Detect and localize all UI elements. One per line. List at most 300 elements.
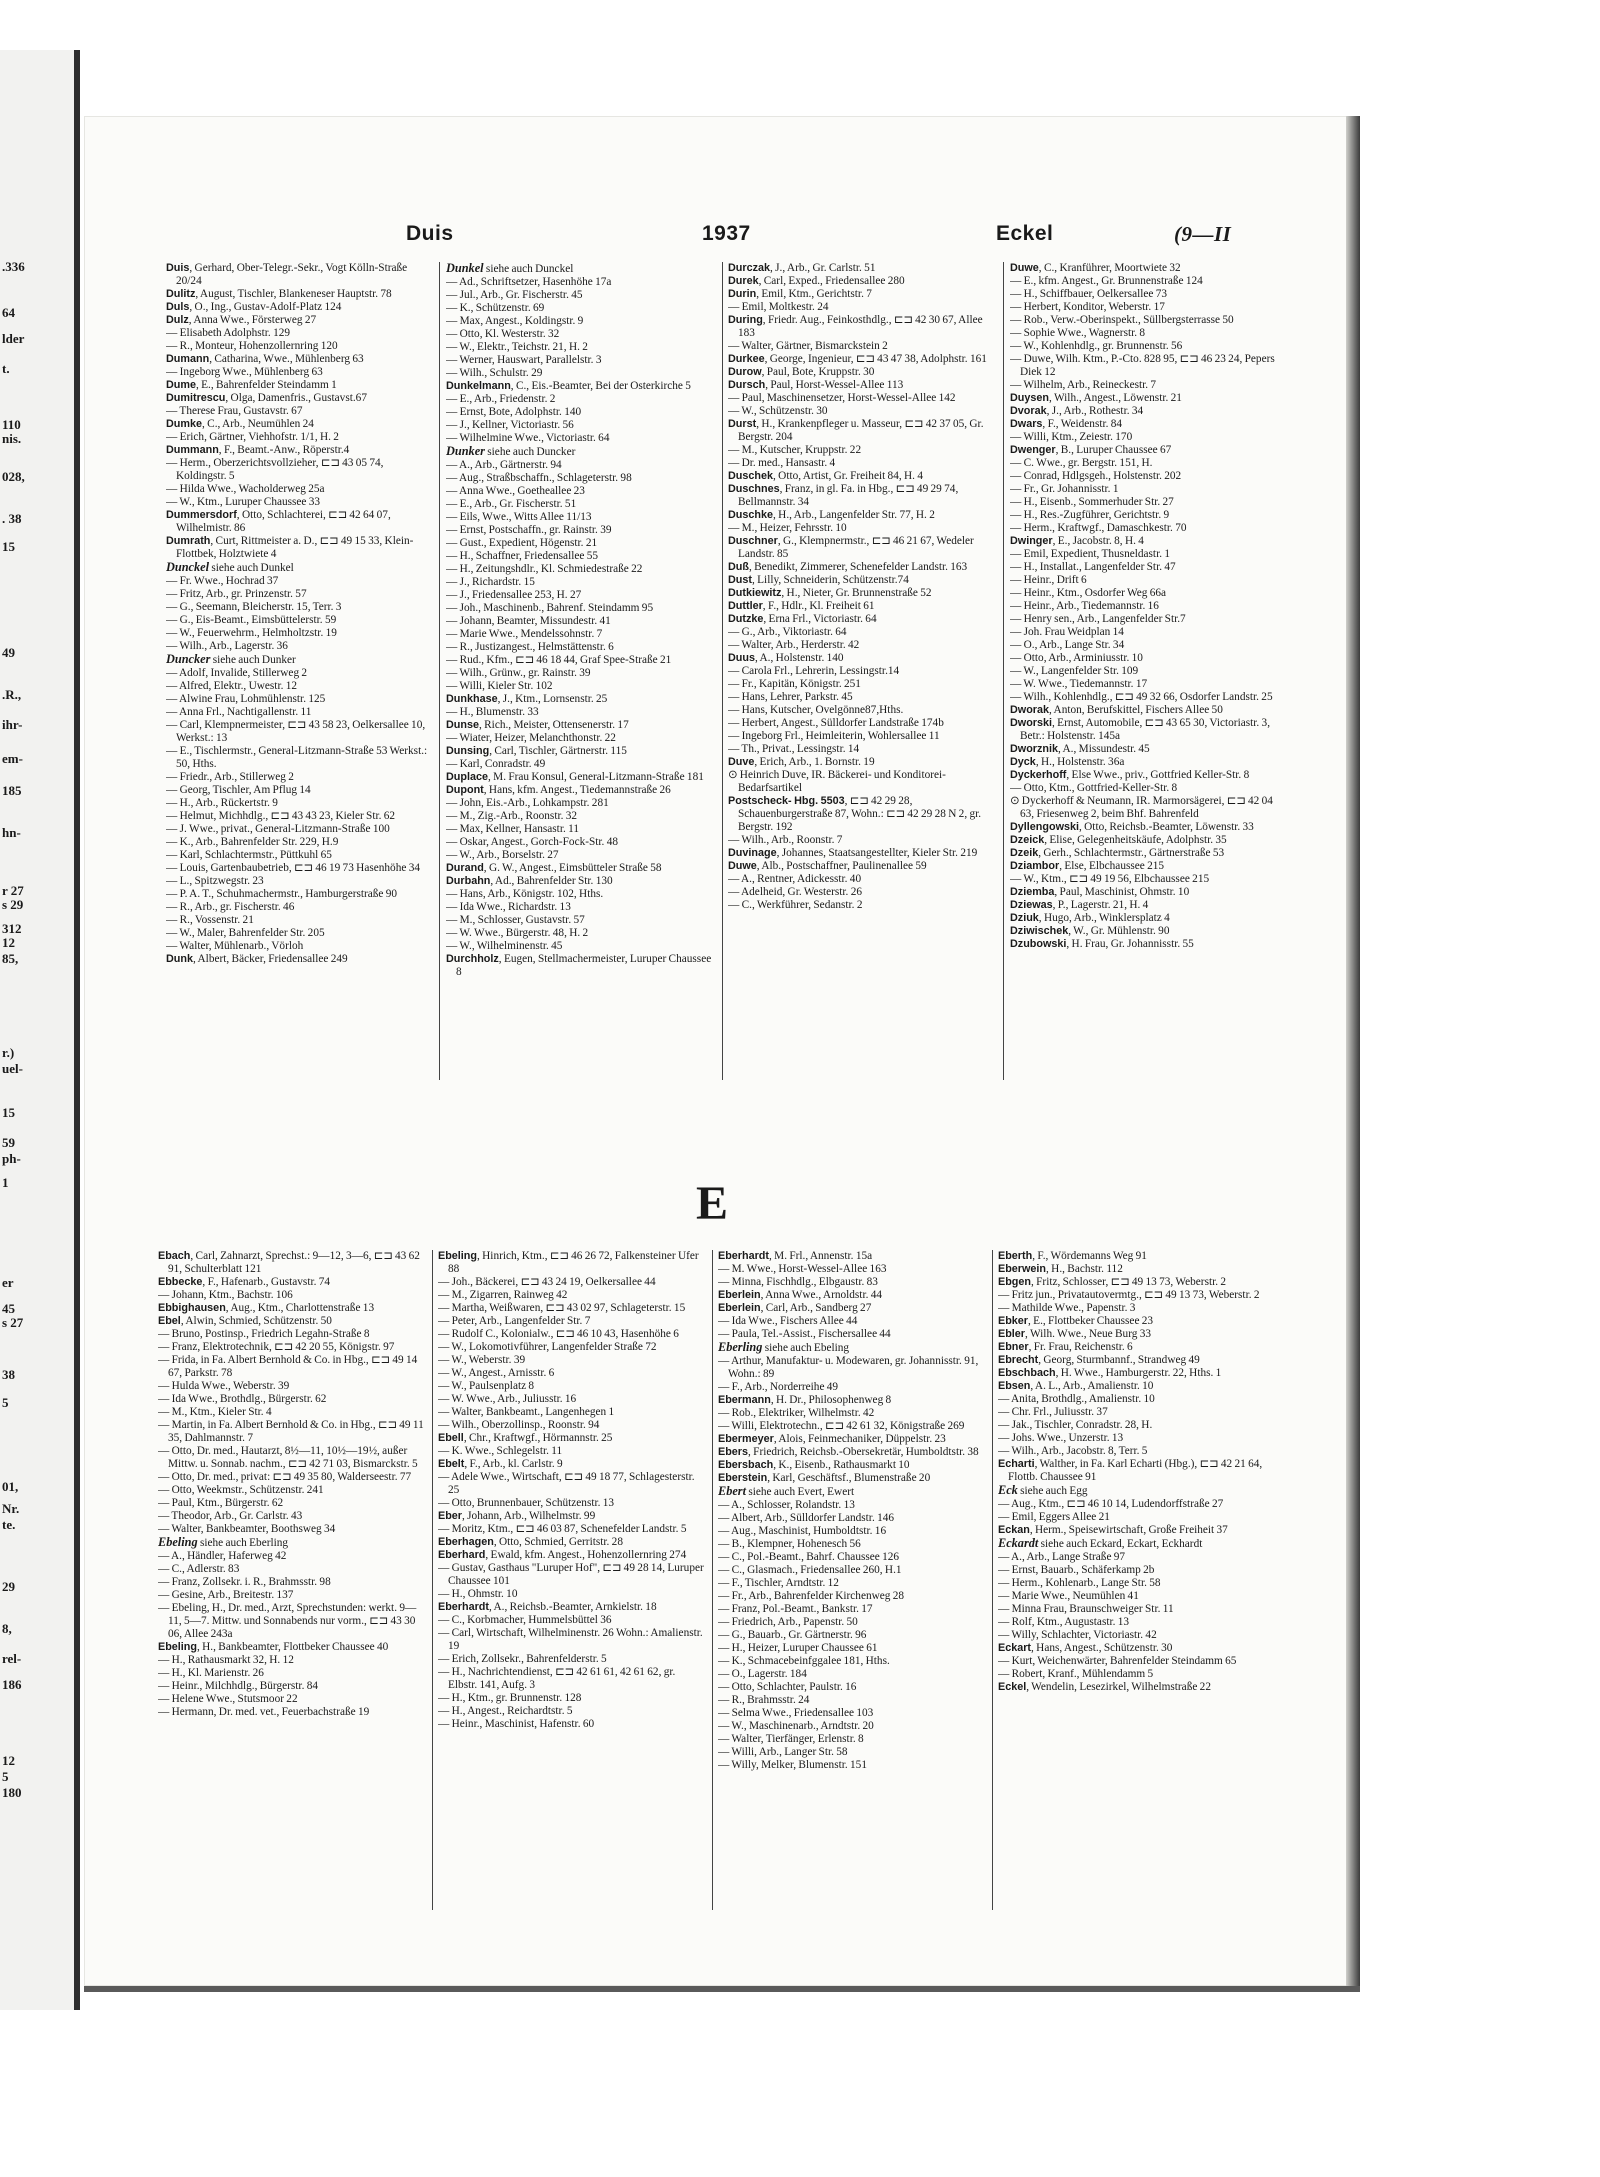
directory-entry: — Adelheid, Gr. Westerstr. 26 [728,886,862,898]
directory-entry: Duwe, C., Kranführer, Moortwiete 32 [1010,262,1181,274]
directory-entry: — E., Tischlermstr., General-Litzmann-Straße 53 Werkst.: 50, Hths. [166,745,428,770]
left-page-fragment: 38 [2,1367,15,1382]
directory-entry: — Anna Wwe., Goetheallee 23 [446,485,585,497]
left-page-fragment: s 27 [2,1315,24,1330]
directory-entry: — Hilda Wwe., Wacholderweg 25a [166,483,325,495]
directory-entry: Ebersbach, K., Eisenb., Rathausmarkt 10 [718,1459,910,1471]
left-page-fragment: 028, [2,469,25,484]
directory-entry: — C., Glasmach., Friedensallee 260, H.1 [718,1564,902,1576]
directory-entry: Durin, Emil, Ktm., Gerichtstr. 7 [728,288,872,300]
directory-entry: — Henry sen., Arb., Langenfelder Str.7 [1010,613,1186,625]
directory-entry: — Willi, Elektrotechn., ⊏⊐ 42 61 32, Königstraße 269 [718,1420,965,1432]
directory-entry: Echarti, Walther, in Fa. Karl Echarti (Hbg.), ⊏⊐ 42 21 64, Flottb. Chaussee 91 [998,1458,1263,1483]
directory-entry: Ebeling siehe auch Eberling [158,1535,289,1549]
section-letter: E [695,1177,728,1230]
directory-entry: Dulitz, August, Tischler, Blankeneser Hauptstr. 78 [166,288,392,300]
directory-entry: — Frida, in Fa. Albert Bernhold & Co. in Hbg., ⊏⊐ 49 14 67, Parkstr. 78 [158,1354,418,1379]
page-bottom-edge [84,1986,1360,1992]
directory-entry: Dumann, Catharina, Wwe., Mühlenberg 63 [166,353,364,365]
directory-entry: — Ingeborg Frl., Heimleiterin, Wohlersallee 11 [728,730,940,742]
left-page-fragment: 49 [2,645,15,660]
directory-entry: — H., Ktm., gr. Brunnenstr. 128 [438,1692,582,1704]
left-page-fragment: hn- [2,825,21,840]
directory-entry: Eberstein, Karl, Geschäftsf., Blumenstraße 20 [718,1472,931,1484]
directory-entry: — Ernst, Postschaffn., gr. Rainstr. 39 [446,524,612,536]
left-page-fragment: ph- [2,1151,21,1166]
directory-entry: Duschek, Otto, Artist, Gr. Freiheit 84, H. 4 [728,470,923,482]
directory-entry: — H., Schiffbauer, Oelkersallee 73 [1010,288,1168,300]
directory-entry: — Rud., Kfm., ⊏⊐ 46 18 44, Graf Spee-Straße 21 [446,654,672,666]
directory-entry: — W., Wilhelminenstr. 45 [446,940,563,952]
directory-entry: — Carl, Wirtschaft, Wilhelminenstr. 26 Wohn.: Amalienstr. 19 [438,1627,703,1652]
directory-entry: — O., Arb., Lange Str. 34 [1010,639,1125,651]
directory-entry: — Heinr., Drift 6 [1010,574,1087,586]
directory-entry: — M., Ktm., Kieler Str. 4 [158,1406,272,1418]
directory-entry: — P. A. T., Schuhmachermstr., Hamburgerstraße 90 [166,888,398,900]
directory-entry: — E., kfm. Angest., Gr. Brunnenstraße 124 [1010,275,1203,287]
directory-entry: — A., Schlosser, Rolandstr. 13 [718,1499,855,1511]
left-page-fragment: 59 [2,1135,15,1150]
directory-entry: — A., Arb., Lange Straße 97 [998,1551,1126,1563]
directory-entry: — Th., Privat., Lessingstr. 14 [728,743,860,755]
directory-entry: — Wilh., Oberzollinsp., Roonstr. 94 [438,1419,600,1431]
directory-entry: Eberling siehe auch Ebeling [718,1340,850,1354]
directory-entry: — Ernst, Bote, Adolphstr. 140 [446,406,582,418]
directory-entry: — Friedr., Arb., Stillerweg 2 [166,771,294,783]
directory-entry: — Otto, Dr. med., privat: ⊏⊐ 49 35 80, Walderseestr. 77 [158,1471,412,1483]
directory-entry: — G., Eis-Beamt., Eimsbüttelerstr. 59 [166,614,337,626]
directory-entry: Dummann, F., Beamt.-Anw., Röperstr.4 [166,444,350,456]
left-page-fragment: t. [2,361,10,376]
directory-entry: — Minna, Fischhdlg., Elbgaustr. 83 [718,1276,878,1288]
directory-entry: During, Friedr. Aug., Feinkosthdlg., ⊏⊐ 42 30 67, Allee 183 [728,314,983,339]
directory-column-4 [1010,262,1284,1082]
directory-entry: Ebbighausen, Aug., Ktm., Charlottenstraße 13 [158,1302,375,1314]
directory-entry: — Johann, Beamter, Missundestr. 41 [446,615,611,627]
directory-entry: — K., Schmacebeinfggalee 181, Hths. [718,1655,890,1667]
directory-entry: Dziuk, Hugo, Arb., Winklersplatz 4 [1010,912,1170,924]
directory-entry: Dworak, Anton, Berufskittel, Fischers Allee 50 [1010,704,1223,716]
directory-entry: — W. Wwe., Tiedemannstr. 17 [1010,678,1148,690]
column-rule [439,262,440,1080]
directory-entry: Duschnes, Franz, in gl. Fa. in Hbg., ⊏⊐ 49 29 74, Bellmannstr. 34 [728,483,959,508]
directory-entry: — J. Wwe., privat., General-Litzmann-Straße 100 [166,823,390,835]
directory-entry: — W., Lokomotivführer, Langenfelder Straße 72 [438,1341,657,1353]
directory-entry: — Helmut, Michhdlg., ⊏⊐ 43 43 23, Kieler Str. 62 [166,810,396,822]
directory-entry: Duvinage, Johannes, Staatsangestellter, Kieler Str. 219 [728,847,978,859]
directory-entry: — Minna Frau, Braunschweiger Str. 11 [998,1603,1174,1615]
left-page-fragment: 12 [2,935,15,950]
left-page-fragment: 45 [2,1301,15,1316]
directory-entry: — H., Nachrichtendienst, ⊏⊐ 42 61 61, 42 61 62, gr. Elbstr. 141, Aufg. 3 [438,1666,676,1691]
directory-entry: Ebner, Fr. Frau, Reichenstr. 6 [998,1341,1133,1353]
directory-entry: — Ida Wwe., Fischers Allee 44 [718,1315,858,1327]
directory-entry: Dziewas, P., Lagerstr. 21, H. 4 [1010,899,1149,911]
directory-entry: — Adolf, Invalide, Stillerweg 2 [166,667,308,679]
directory-entry: Dunckel siehe auch Dunkel [166,560,294,574]
left-page-fragment: 15 [2,1105,15,1120]
directory-entry: — E., Arb., Friedenstr. 2 [446,393,556,405]
directory-column-2 [446,262,716,1082]
directory-entry: — Gust., Expedient, Högenstr. 21 [446,537,598,549]
directory-entry: — Otto, Arb., Arminiusstr. 10 [1010,652,1143,664]
directory-entry: — Franz, Pol.-Beamt., Bankstr. 17 [718,1603,873,1615]
directory-entry: Duls, O., Ing., Gustav-Adolf-Platz 124 [166,301,342,313]
directory-entry: — Kurt, Weichenwärter, Bahrenfelder Steindamm 65 [998,1655,1237,1667]
directory-entry: — F., Tischler, Arndtstr. 12 [718,1577,839,1589]
directory-entry: — Ingeborg Wwe., Mühlenberg 63 [166,366,323,378]
directory-entry: — Wiater, Heizer, Melanchthonstr. 22 [446,732,616,744]
left-page-fragment: ihr- [2,717,23,732]
directory-entry: — Eils, Wwe., Witts Allee 11/13 [446,511,592,523]
directory-entry: — M., Zigarren, Rainweg 42 [438,1289,568,1301]
directory-entry: — Heinr., Ktm., Osdorfer Weg 66a [1010,587,1167,599]
directory-entry: — Emil, Expedient, Thusneldastr. 1 [1010,548,1171,560]
directory-entry: Dyllengowski, Otto, Reichsb.-Beamter, Löwenstr. 33 [1010,821,1254,833]
left-page-fragment: 64 [2,305,15,320]
directory-entry: — Herm., Kraftwgf., Damaschkestr. 70 [1010,522,1187,534]
directory-entry: Ebers, Friedrich, Reichsb.-Obersekretär, Humboldtstr. 38 [718,1446,979,1458]
directory-entry: Eber, Johann, Arb., Wilhelmstr. 99 [438,1510,596,1522]
directory-entry: Duttler, F., Hdlr., Kl. Freiheit 61 [728,600,875,612]
directory-entry: Dziemba, Paul, Maschinist, Ohmstr. 10 [1010,886,1190,898]
left-page-fragment: 85, [2,951,19,966]
directory-entry: — Helene Wwe., Stutsmoor 22 [158,1693,298,1705]
directory-entry: — Rob., Elektriker, Wilhelmstr. 42 [718,1407,875,1419]
directory-entry: Ebler, Wilh. Wwe., Neue Burg 33 [998,1328,1152,1340]
directory-entry: — Alfred, Elektr., Uwestr. 12 [166,680,298,692]
left-page-fragment: uel- [2,1061,23,1076]
directory-entry: — H., Res.-Zugführer, Gerichtstr. 9 [1010,509,1170,521]
column-rule [992,1250,993,1910]
directory-entry: Durek, Carl, Exped., Friedensallee 280 [728,275,905,287]
directory-entry: Dzeik, Gerh., Schlachtermstr., Gärtnerstraße 53 [1010,847,1225,859]
directory-entry: Ebell, Chr., Kraftwgf., Hörmannstr. 25 [438,1432,613,1444]
directory-entry: — Fritz jun., Privatautovermtg., ⊏⊐ 49 13 73, Weberstr. 2 [998,1289,1260,1301]
directory-entry: Eck siehe auch Egg [998,1483,1088,1497]
directory-entry: — Hans, Lehrer, Parkstr. 45 [728,691,853,703]
directory-entry: Dwinger, E., Jacobstr. 8, H. 4 [1010,535,1144,547]
directory-entry: — Bruno, Postinsp., Friedrich Legahn-Straße 8 [158,1328,370,1340]
directory-entry: Dzeick, Elise, Gelegenheitskäufe, Adolphstr. 35 [1010,834,1227,846]
directory-entry: — W. Wwe., Bürgerstr. 48, H. 2 [446,927,589,939]
directory-entry: Ebbecke, F., Hafenarb., Gustavstr. 74 [158,1276,331,1288]
directory-entry: Dyckerhoff, Else Wwe., priv., Gottfried Keller-Str. 8 [1010,769,1250,781]
directory-entry: Ebeling, Hinrich, Ktm., ⊏⊐ 46 26 72, Falkensteiner Ufer 88 [438,1250,699,1275]
directory-entry: — Therese Frau, Gustavstr. 67 [166,405,303,417]
directory-entry: — Rob., Verw.-Oberinspekt., Süllbergsterrasse 50 [1010,314,1234,326]
directory-entry: — Otto, Kl. Westerstr. 32 [446,328,560,340]
header-end-word: Eckel [996,222,1054,245]
directory-entry: — K., Schützenstr. 69 [446,302,545,314]
left-page-fragment: lder [2,331,25,346]
directory-entry: — Aug., Ktm., ⊏⊐ 46 10 14, Ludendorffstraße 27 [998,1498,1224,1510]
directory-entry: — Fr., Kapitän, Königstr. 251 [728,678,861,690]
directory-entry: — Johs. Wwe., Unzerstr. 13 [998,1432,1124,1444]
directory-entry: — Robert, Kranf., Mühlendamm 5 [998,1668,1154,1680]
directory-entry: — W., Arb., Borselstr. 27 [446,849,559,861]
column-rule [712,1250,713,1910]
directory-entry: — Hulda Wwe., Weberstr. 39 [158,1380,290,1392]
directory-entry: Ebsen, A. L., Arb., Amalienstr. 10 [998,1380,1154,1392]
directory-entry: — Mathilde Wwe., Papenstr. 3 [998,1302,1136,1314]
directory-entry: — Wilh., Arb., Jacobstr. 8, Terr. 5 [998,1445,1148,1457]
directory-entry: — Paul, Ktm., Bürgerstr. 62 [158,1497,284,1509]
directory-entry: — C., Werkführer, Sedanstr. 2 [728,899,863,911]
directory-entry: — Otto, Schlachter, Paulstr. 16 [718,1681,857,1693]
directory-entry: — W., Maler, Bahrenfelder Str. 205 [166,927,325,939]
directory-column-1 [166,262,434,1082]
directory-entry: — A., Rentner, Adickesstr. 40 [728,873,862,885]
directory-entry: — B., Klempner, Hohenesch 56 [718,1538,861,1550]
directory-entry: — Willy, Schlachter, Victoriastr. 42 [998,1629,1157,1641]
header-start-word: Duis [406,222,454,245]
directory-entry: Dulz, Anna Wwe., Försterweg 27 [166,314,317,326]
directory-entry: Durczak, J., Arb., Gr. Carlstr. 51 [728,262,876,274]
directory-entry: — A., Arb., Gärtnerstr. 94 [446,459,562,471]
left-page-fragment: Nr. [2,1501,20,1516]
directory-entry: — H., Angest., Reichardtstr. 5 [438,1705,573,1717]
left-page-fragment: .336 [2,259,25,274]
directory-entry: Eberwein, H., Bachstr. 112 [998,1263,1123,1275]
directory-entry: — Anita, Brothdlg., Amalienstr. 10 [998,1393,1155,1405]
directory-entry: — C., Korbmacher, Hummelsbüttel 36 [438,1614,612,1626]
directory-entry: — R., Arb., gr. Fischerstr. 46 [166,901,295,913]
header-year: 1937 [702,222,751,245]
directory-entry: — H., Zeitungshdlr., Kl. Schmiedestraße 22 [446,563,643,575]
directory-entry: — Walter, Bankbeamt., Langenhegen 1 [438,1406,615,1418]
directory-entry: — John, Eis.-Arb., Lohkampstr. 281 [446,797,609,809]
directory-entry: — H., Blumenstr. 33 [446,706,539,718]
directory-entry: — Otto, Weekmstr., Schützenstr. 241 [158,1484,324,1496]
directory-entry: — G., Arb., Viktoriastr. 64 [728,626,847,638]
column-rule [1003,262,1004,1080]
directory-entry: Durbahn, Ad., Bahrenfelder Str. 130 [446,875,613,887]
directory-entry: — Paula, Tel.-Assist., Fischersallee 44 [718,1328,891,1340]
directory-entry: — W., Angest., Arnisstr. 6 [438,1367,555,1379]
directory-entry: — Herbert, Angest., Sülldorfer Landstraße 174b [728,717,944,729]
directory-entry: — Emil, Moltkestr. 24 [728,301,829,313]
left-page-fragment: em- [2,751,23,766]
directory-entry: — Max, Angest., Koldingstr. 9 [446,315,584,327]
directory-entry: — Walter, Tierfänger, Erlenstr. 8 [718,1733,864,1745]
page-shadow [1346,116,1360,1986]
directory-entry: — Oskar, Angest., Gorch-Fock-Str. 48 [446,836,619,848]
directory-entry: — R., Monteur, Hohenzollernring 120 [166,340,338,352]
left-page-fragment: 8, [2,1621,12,1636]
directory-entry: — Hans, Arb., Königstr. 102, Hths. [446,888,604,900]
directory-entry: — Ernst, Bauarb., Schäferkamp 2b [998,1564,1155,1576]
directory-entry: Eberlein, Carl, Arb., Sandberg 27 [718,1302,872,1314]
directory-entry: Ebach, Carl, Zahnarzt, Sprechst.: 9—12, 3—6, ⊏⊐ 43 62 91, Schulterblatt 121 [158,1250,420,1275]
directory-entry: — Fritz, Arb., gr. Prinzenstr. 57 [166,588,307,600]
left-page-fragment: . 38 [2,511,22,526]
left-page-fragment: s 29 [2,897,24,912]
directory-entry: — Willi, Kieler Str. 102 [446,680,553,692]
left-page-fragment: er [2,1275,14,1290]
directory-entry: — W., Kohlenhdlg., gr. Brunnenstr. 56 [1010,340,1183,352]
column-rule [432,1250,433,1910]
directory-entry: — Heinr., Maschinist, Hafenstr. 60 [438,1718,595,1730]
directory-entry: — Fr., Gr. Johannisstr. 1 [1010,483,1119,495]
directory-entry: — J., Friedensallee 253, H. 27 [446,589,582,601]
directory-entry: — H., Kl. Marienstr. 26 [158,1667,264,1679]
directory-entry: Duplace, M. Frau Konsul, General-Litzmann-Straße 181 [446,771,704,783]
directory-entry: — W., Feuerwehrm., Helmholtzstr. 19 [166,627,337,639]
directory-entry: — O., Lagerstr. 184 [718,1668,807,1680]
directory-entry: ⊙ Dyckerhoff & Neumann, IR. Marmorsägerei, ⊏⊐ 42 04 63, Friesenweg 2, beim Bhf. Bahrenfeld [1010,795,1273,820]
directory-entry: — W., Weberstr. 39 [438,1354,526,1366]
directory-entry: — H., Rathausmarkt 32, H. 12 [158,1654,294,1666]
directory-entry: Eckardt siehe auch Eckard, Eckart, Eckhardt [998,1536,1203,1550]
directory-entry: — Erich, Gärtner, Viehhofstr. 1/1, H. 2 [166,431,339,443]
directory-entry: — Marie Wwe., Neumühlen 41 [998,1590,1139,1602]
directory-entry: — Jul., Arb., Gr. Fischerstr. 45 [446,289,583,301]
directory-entry: Durst, H., Krankenpfleger u. Masseur, ⊏⊐ 42 37 05, Gr. Bergstr. 204 [728,418,984,443]
directory-entry: Dumrath, Curt, Rittmeister a. D., ⊏⊐ 49 15 33, Klein-Flottbek, Holztwiete 4 [166,535,414,560]
directory-entry: Dunkelmann, C., Eis.-Beamter, Bei der Osterkirche 5 [446,380,691,392]
left-page-fragment: nis. [2,431,22,446]
directory-entry: — Conrad, Hdlgsgeh., Holstenstr. 202 [1010,470,1182,482]
directory-entry: — Adele Wwe., Wirtschaft, ⊏⊐ 49 18 77, Schlagesterstr. 25 [438,1471,695,1496]
directory-column-5 [158,1250,426,1914]
left-page-fragment: 5 [2,1769,9,1784]
directory-entry: — Otto, Dr. med., Hautarzt, 8½—11, 10½—19½, außer Mittw. u. Sonnab. nachm., ⊏⊐ 42 71 03, Bismarckstr. 5 [158,1445,418,1470]
directory-entry: — E., Arb., Gr. Fischerstr. 51 [446,498,577,510]
directory-entry: — Ida Wwe., Brothdlg., Bürgerstr. 62 [158,1393,327,1405]
left-page-fragment: 312 [2,921,22,936]
directory-entry: — W., Paulsenplatz 8 [438,1380,535,1392]
directory-entry: Eberhardt, M. Frl., Annenstr. 15a [718,1250,873,1262]
directory-entry: — Anna Frl., Nachtigallenstr. 11 [166,706,312,718]
directory-entry: Eckan, Herm., Speisewirtschaft, Große Freiheit 37 [998,1524,1228,1536]
directory-entry: Dummersdorf, Otto, Schlachterei, ⊏⊐ 42 64 07, Wilhelmistr. 86 [166,509,391,534]
directory-entry: Durand, G. W., Angest., Eimsbütteler Straße 58 [446,862,662,874]
directory-entry: Eckart, Hans, Angest., Schützenstr. 30 [998,1642,1173,1654]
directory-entry: — Emil, Eggers Allee 21 [998,1511,1110,1523]
directory-entry: — Fr., Arb., Bahrenfelder Kirchenweg 28 [718,1590,905,1602]
directory-entry: Duis, Gerhard, Ober-Telegr.-Sekr., Vogt Kölln-Straße 20/24 [166,262,408,287]
directory-entry: Ebelt, F., Arb., kl. Carlstr. 9 [438,1458,563,1470]
left-page-fragment: .R., [2,687,22,702]
directory-entry: — C., Adlerstr. 83 [158,1563,240,1575]
directory-entry: — J., Richardstr. 15 [446,576,535,588]
directory-entry: Eberhard, Ewald, kfm. Angest., Hohenzollernring 274 [438,1549,687,1561]
directory-entry: — Heinr., Arb., Tiedemannstr. 16 [1010,600,1159,612]
directory-entry: — K. Wwe., Schlegelstr. 11 [438,1445,563,1457]
directory-entry: Eberhagen, Otto, Schmied, Gerritstr. 28 [438,1536,623,1548]
directory-entry: ⊙ Heinrich Duve, IR. Bäckerei- und Konditorei-Bedarfsartikel [728,769,946,794]
directory-entry: — Hermann, Dr. med. vet., Feuerbachstraße 19 [158,1706,370,1718]
directory-entry: — Wilh., Arb., Roonstr. 7 [728,834,843,846]
directory-entry: — Joh. Frau Weidplan 14 [1010,626,1124,638]
directory-entry: — W. Wwe., Arb., Juliusstr. 16 [438,1393,577,1405]
directory-entry: — K., Arb., Bahrenfelder Str. 229, H.9 [166,836,339,848]
directory-entry: Duwe, Alb., Postschaffner, Paulinenallee 59 [728,860,927,872]
directory-entry: Dumitrescu, Olga, Damenfris., Gustavst.67 [166,392,367,404]
directory-entry: — Dr. med., Hansastr. 4 [728,457,836,469]
directory-entry: Dunse, Rich., Meister, Ottensenerstr. 17 [446,719,629,731]
directory-entry: Durkee, George, Ingenieur, ⊏⊐ 43 47 38, Adolphstr. 161 [728,353,987,365]
directory-entry: Dunkel siehe auch Dunckel [446,262,574,275]
directory-entry: — Arthur, Manufaktur- u. Modewaren, gr. Johannisstr. 91, Wohn.: 89 [718,1355,979,1380]
directory-entry: Dursch, Paul, Horst-Wessel-Allee 113 [728,379,904,391]
directory-entry: — Otto, Ktm., Gottfried-Keller-Str. 8 [1010,782,1178,794]
directory-entry: Ebermann, H. Dr., Philosophenweg 8 [718,1394,892,1406]
directory-entry: — Duwe, Wilh. Ktm., P.-Cto. 828 95, ⊏⊐ 46 23 24, Pepers Diek 12 [1010,353,1275,378]
directory-entry: — Martha, Weißwaren, ⊏⊐ 43 02 97, Schlageterstr. 15 [438,1302,686,1314]
directory-entry: Dupont, Hans, kfm. Angest., Tiedemannstraße 26 [446,784,671,796]
left-page-fragment: 185 [2,783,22,798]
left-page-fragment: 180 [2,1785,22,1800]
directory-entry: — Karl, Schlachtermstr., Püttkuhl 65 [166,849,332,861]
directory-entry: Dunkhase, J., Ktm., Lornsenstr. 25 [446,693,608,705]
directory-entry: — C., Pol.-Beamt., Bahrf. Chaussee 126 [718,1551,900,1563]
directory-entry: — Carl, Klempnermeister, ⊏⊐ 43 58 23, Oelkersallee 10, Werkst.: 13 [166,719,426,744]
directory-entry: — H., Ohmstr. 10 [438,1588,518,1600]
directory-entry: Ebker, E., Flottbeker Chaussee 23 [998,1315,1154,1327]
header-page-number: (9—II [1174,222,1232,246]
directory-entry: Ebrecht, Georg, Sturmbannf., Strandweg 49 [998,1354,1200,1366]
directory-entry: Eberlein, Anna Wwe., Arnoldstr. 44 [718,1289,883,1301]
directory-entry: — Joh., Maschinenb., Bahrenf. Steindamm 95 [446,602,654,614]
directory-entry: — W., Ktm., ⊏⊐ 49 19 56, Elbchaussee 215 [1010,873,1210,885]
directory-column-3 [728,262,998,1082]
directory-entry: Dumke, C., Arb., Neumühlen 24 [166,418,314,430]
column-rule [722,262,723,1080]
directory-entry: — W., Elektr., Teichstr. 21, H. 2 [446,341,588,353]
left-page-fragment: 15 [2,539,15,554]
directory-entry: — R., Justizangest., Helmstättenstr. 6 [446,641,614,653]
directory-entry: — Carola Frl., Lehrerin, Lessingstr.14 [728,665,900,677]
directory-entry: Ebel, Alwin, Schmied, Schützenstr. 50 [158,1315,332,1327]
directory-entry: — Wilh., Grünw., gr. Rainstr. 39 [446,667,591,679]
directory-entry: — Gesine, Arb., Breitestr. 137 [158,1589,294,1601]
directory-column-7 [718,1250,986,1914]
directory-entry: — Selma Wwe., Friedensallee 103 [718,1707,874,1719]
directory-entry: — Otto, Brunnenbauer, Schützenstr. 13 [438,1497,615,1509]
directory-entry: Eberhardt, A., Reichsb.-Beamter, Arnkielstr. 18 [438,1601,657,1613]
directory-entry: — H., Installat., Langenfelder Str. 47 [1010,561,1176,573]
directory-entry: Dwars, F., Weidenstr. 84 [1010,418,1123,430]
directory-entry: — W., Maschinenarb., Arndtstr. 20 [718,1720,874,1732]
directory-entry: Dutkiewitz, H., Nieter, Gr. Brunnenstraße 52 [728,587,932,599]
directory-entry: — W., Langenfelder Str. 109 [1010,665,1139,677]
directory-entry: — M., Heizer, Fehrsstr. 10 [728,522,847,534]
directory-entry: — Friedrich, Arb., Papenstr. 50 [718,1616,858,1628]
directory-entry: — M., Zig.-Arb., Roonstr. 32 [446,810,578,822]
directory-entry: — Louis, Gartenbaubetrieb, ⊏⊐ 46 19 73 Hasenhöhe 34 [166,862,420,874]
directory-column-8 [998,1250,1272,1914]
directory-entry: — Martin, in Fa. Albert Bernhold & Co. in Hbg., ⊏⊐ 49 11 35, Dahlmannstr. 7 [158,1419,424,1444]
directory-entry: — Marie Wwe., Mendelssohnstr. 7 [446,628,603,640]
directory-entry: Duß, Benedikt, Zimmerer, Schenefelder Landstr. 163 [728,561,968,573]
directory-entry: — R., Vossenstr. 21 [166,914,254,926]
directory-entry: Duschke, H., Arb., Langenfelder Str. 77, H. 2 [728,509,935,521]
directory-entry: Dziwischek, W., Gr. Mühlenstr. 90 [1010,925,1170,937]
directory-entry: — Herbert, Konditor, Weberstr. 17 [1010,301,1165,313]
directory-entry: Dzubowski, H. Frau, Gr. Johannisstr. 55 [1010,938,1194,950]
left-page-fragment: 5 [2,1395,9,1410]
directory-entry: — Peter, Arb., Langenfelder Str. 7 [438,1315,591,1327]
directory-entry: — Wilhelmine Wwe., Victoriastr. 64 [446,432,610,444]
directory-entry: Ebermeyer, Alois, Feinmechaniker, Düppelstr. 23 [718,1433,946,1445]
directory-entry: — Willi, Arb., Langer Str. 58 [718,1746,848,1758]
directory-entry: Dvorak, J., Arb., Rothestr. 34 [1010,405,1144,417]
directory-entry: Dworski, Ernst, Automobile, ⊏⊐ 43 65 30, Victoriastr. 3, Betr.: Holstenstr. 145a [1010,717,1271,742]
directory-entry: Dworznik, A., Missundestr. 45 [1010,743,1150,755]
directory-entry: Ebgen, Fritz, Schlosser, ⊏⊐ 49 13 73, Weberstr. 2 [998,1276,1227,1288]
